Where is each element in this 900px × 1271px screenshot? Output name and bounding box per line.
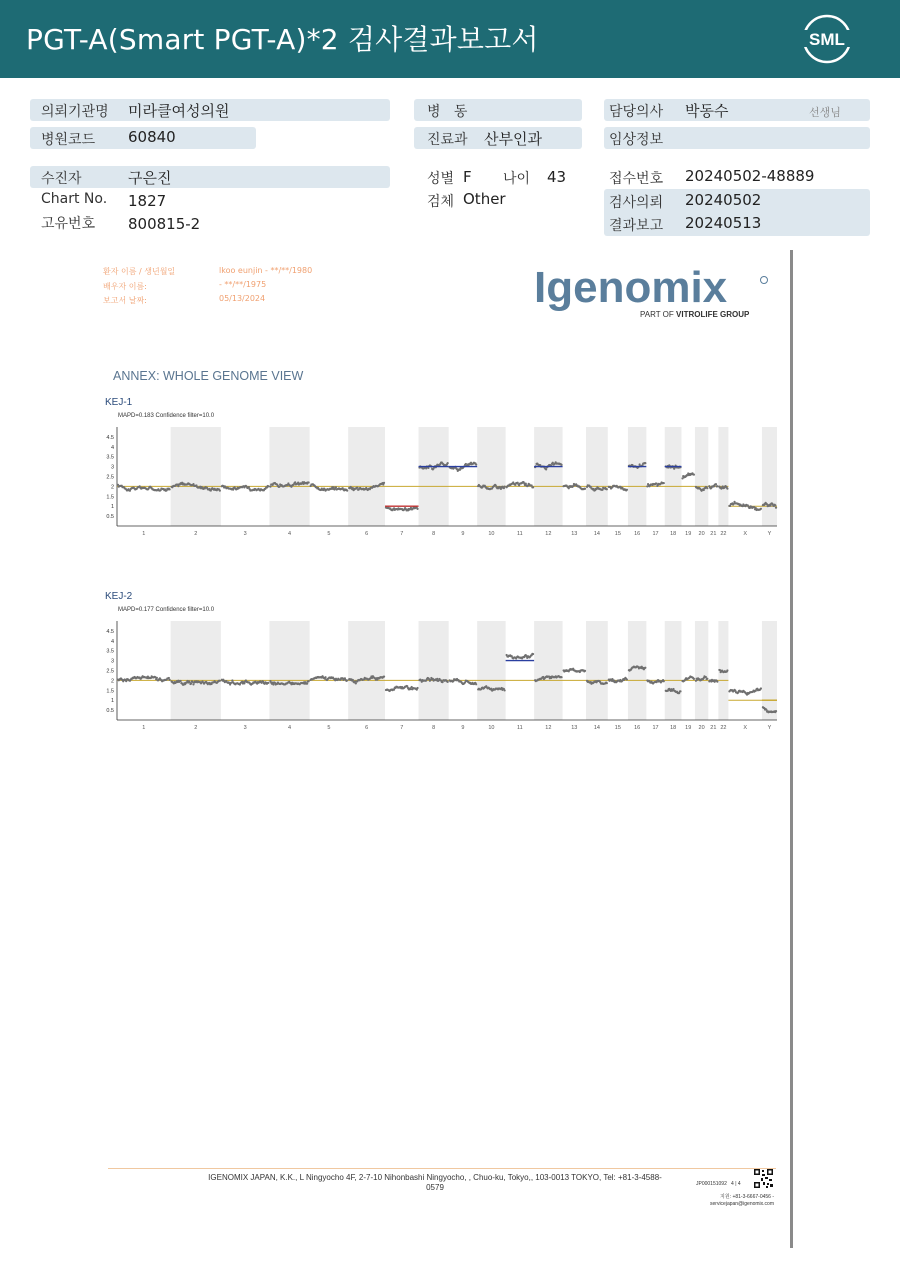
- age-label: 나이: [503, 171, 531, 187]
- chart2-plot: [100, 617, 780, 732]
- x-tick-label: 22: [720, 725, 727, 731]
- report-header: [0, 0, 900, 78]
- y-tick-label: 2.5: [106, 668, 114, 675]
- annex-title: ANNEX: WHOLE GENOME VIEW: [113, 369, 304, 383]
- data-point: [243, 682, 245, 684]
- x-tick-label: 13: [571, 725, 578, 731]
- chromosome-band: [718, 427, 728, 526]
- x-tick-label: 4: [288, 725, 292, 731]
- chromosome-band: [348, 427, 385, 526]
- data-point: [775, 710, 777, 712]
- data-point: [584, 670, 586, 672]
- data-point: [393, 689, 395, 691]
- data-point: [626, 678, 628, 680]
- y-tick-label: 4.5: [106, 434, 114, 441]
- data-point: [679, 690, 681, 692]
- data-point: [560, 676, 562, 678]
- y-tick-label: 2: [110, 484, 114, 491]
- x-tick-label: 21: [710, 725, 717, 731]
- chromosome-band: [534, 621, 562, 720]
- x-tick-label: 6: [365, 725, 369, 731]
- report-date-orange-label: 보고서 날짜:: [103, 296, 147, 305]
- data-point: [504, 485, 506, 487]
- y-tick-label: 0.5: [106, 514, 114, 521]
- x-tick-label: 22: [720, 531, 727, 537]
- x-tick-label: 2: [194, 725, 198, 731]
- x-tick-label: 15: [614, 725, 621, 731]
- patient-value: 구은진: [128, 169, 172, 187]
- x-tick-label: 7: [400, 725, 404, 731]
- data-point: [416, 687, 418, 689]
- data-point: [383, 675, 385, 677]
- x-tick-label: 4: [288, 531, 292, 537]
- data-point: [504, 689, 506, 691]
- data-point: [644, 667, 646, 669]
- y-tick-label: 4: [110, 638, 114, 645]
- x-tick-label: 3: [243, 531, 247, 537]
- page-edge-line: [790, 250, 793, 1248]
- data-point: [324, 676, 326, 678]
- data-point: [447, 462, 449, 464]
- chromosome-band: [477, 427, 505, 526]
- footer-contact-line1: 지원: +81-3-6667-0456 -: [720, 1194, 774, 1200]
- data-point: [716, 485, 718, 487]
- x-tick-label: 19: [685, 531, 692, 537]
- data-point: [156, 677, 158, 679]
- x-tick-label: 9: [461, 531, 465, 537]
- y-tick-label: 3: [110, 658, 114, 665]
- x-tick-label: 12: [545, 725, 552, 731]
- sex-value: F: [463, 168, 472, 186]
- sex-label: 성별: [427, 171, 455, 187]
- x-tick-label: 18: [670, 725, 677, 731]
- data-point: [532, 653, 534, 655]
- y-tick-label: 4.5: [106, 628, 114, 635]
- data-point: [760, 508, 762, 510]
- x-tick-label: 1: [142, 725, 146, 731]
- data-point: [715, 483, 717, 485]
- x-tick-label: 16: [634, 531, 641, 537]
- data-point: [663, 680, 665, 682]
- footer-address: IGENOMIX JAPAN, K.K., L Ningyocho 4F, 2-7-10 Nihonbashi Ningyocho, , Chuo-ku, Tokyo,, 103-0013 TOKYO, Tel: +81-3-4588-0579: [208, 1173, 662, 1192]
- data-point: [169, 488, 171, 490]
- y-tick-label: 1: [110, 698, 114, 705]
- data-point: [306, 683, 308, 685]
- data-point: [693, 474, 695, 476]
- chromosome-band: [665, 427, 682, 526]
- x-tick-label: 15: [614, 531, 621, 537]
- receipt-no-value: 20240502-48889: [685, 167, 815, 185]
- x-tick-label: 10: [488, 531, 495, 537]
- department-value: 산부인과: [484, 130, 542, 148]
- chart-no-value: 1827: [128, 192, 167, 210]
- igenomix-logo: [532, 262, 772, 326]
- x-tick-label: 1: [142, 531, 146, 537]
- ward-label: 병 동: [427, 104, 468, 120]
- x-tick-label: 7: [400, 531, 404, 537]
- data-point: [169, 679, 171, 681]
- data-point: [219, 680, 221, 682]
- y-tick-label: 3.5: [106, 454, 114, 461]
- x-tick-label: 13: [571, 531, 578, 537]
- chromosome-band: [419, 427, 449, 526]
- x-tick-label: 20: [698, 725, 705, 731]
- institution-label: 의뢰기관명: [41, 104, 109, 120]
- data-point: [774, 504, 776, 506]
- footer-page: 4 | 4: [731, 1181, 741, 1187]
- partner-value: - **/**/1975: [219, 280, 267, 289]
- data-point: [644, 462, 646, 464]
- igenomix-tag-prefix: PART OF: [640, 310, 677, 319]
- y-tick-label: 1.5: [106, 494, 114, 501]
- x-tick-label: 6: [365, 531, 369, 537]
- footer-contact-line2: servicejapan@igenomix.com: [710, 1201, 774, 1207]
- chart2-title: KEJ-2: [105, 591, 133, 602]
- y-tick-label: 4: [110, 444, 114, 451]
- footer-code-value: JP000151092: [696, 1181, 727, 1187]
- x-tick-label: 12: [545, 531, 552, 537]
- department-label: 진료과: [427, 132, 468, 148]
- institution-value: 미라클여성의원: [128, 102, 230, 120]
- chromosome-band: [762, 621, 777, 720]
- data-point: [706, 678, 708, 680]
- data-point: [308, 481, 310, 483]
- request-date-label: 검사의뢰: [609, 195, 664, 211]
- data-point: [584, 488, 586, 490]
- x-tick-label: X: [743, 725, 748, 731]
- chromosome-band: [477, 621, 505, 720]
- x-tick-label: 19: [685, 725, 692, 731]
- sml-logo-text: SML: [809, 30, 845, 49]
- report-title: PGT-A(Smart PGT-A)*2 검사결과보고서: [26, 23, 539, 56]
- x-tick-label: 11: [517, 725, 523, 731]
- x-tick-label: 18: [670, 531, 677, 537]
- chart1-subtitle: MAPD=0.183 Confidence filter=10.0: [118, 413, 215, 419]
- footer-contact: [668, 1194, 774, 1208]
- receipt-no-label: 접수번호: [609, 171, 664, 187]
- data-point: [705, 676, 707, 678]
- hospital-code-label: 병원코드: [41, 132, 96, 148]
- chromosome-band: [695, 621, 708, 720]
- request-date-value: 20240502: [685, 191, 762, 209]
- data-point: [219, 490, 221, 492]
- patient-name-value: lkoo eunjin - **/**/1980: [219, 266, 313, 275]
- y-tick-label: 1.5: [106, 688, 114, 695]
- data-point: [626, 489, 628, 491]
- x-tick-label: 14: [593, 725, 600, 731]
- report-date-label: 결과보고: [609, 218, 664, 234]
- footer-code: [696, 1181, 741, 1187]
- data-point: [475, 683, 477, 685]
- chart-no-label: Chart No.: [41, 191, 108, 207]
- data-point: [606, 682, 608, 684]
- chromosome-band: [171, 427, 221, 526]
- data-point: [532, 486, 534, 488]
- data-point: [383, 482, 385, 484]
- x-tick-label: 8: [432, 725, 436, 731]
- data-point: [606, 488, 608, 490]
- clinical-info-label: 임상정보: [609, 132, 664, 148]
- report-date-orange-value: 05/13/2024: [219, 294, 266, 303]
- x-tick-label: 9: [461, 725, 465, 731]
- doctor-label: 담당의사: [609, 104, 664, 120]
- y-tick-label: 0.5: [106, 708, 114, 715]
- specimen-value: Other: [463, 190, 506, 208]
- unique-no-label: 고유번호: [41, 216, 96, 232]
- age-value: 43: [547, 168, 567, 186]
- chromosome-band: [586, 427, 608, 526]
- x-tick-label: X: [743, 531, 748, 537]
- chromosome-band: [695, 427, 708, 526]
- data-point: [346, 490, 348, 492]
- x-tick-label: Y: [767, 725, 772, 731]
- data-point: [663, 482, 665, 484]
- data-point: [760, 687, 762, 689]
- y-tick-label: 3.5: [106, 648, 114, 655]
- x-tick-label: 11: [517, 531, 523, 537]
- chromosome-band: [665, 621, 682, 720]
- doctor-value: 박동수: [685, 102, 729, 120]
- svg-text:PART OF VITROLIFE GROUP: [640, 310, 750, 319]
- chromosome-band: [269, 621, 309, 720]
- data-point: [545, 468, 547, 470]
- data-point: [416, 508, 418, 510]
- x-tick-label: Y: [767, 531, 772, 537]
- data-point: [269, 486, 271, 488]
- chromosome-band: [628, 427, 646, 526]
- data-point: [475, 463, 477, 465]
- partner-label: 배우자 이름:: [103, 282, 147, 291]
- x-tick-label: 21: [710, 531, 717, 537]
- specimen-label: 검체: [427, 194, 455, 210]
- data-point: [726, 487, 728, 489]
- data-point: [346, 679, 348, 681]
- data-point: [231, 679, 233, 681]
- chromosome-band: [269, 427, 309, 526]
- data-point: [335, 486, 337, 488]
- x-tick-label: 16: [634, 725, 641, 731]
- chart1-title: KEJ-1: [105, 397, 133, 408]
- chromosome-band: [348, 621, 385, 720]
- doctor-suffix: 선생님: [809, 106, 841, 119]
- chart2-subtitle: MAPD=0.177 Confidence filter=10.0: [118, 607, 215, 613]
- data-point: [267, 485, 269, 487]
- x-tick-label: 14: [593, 531, 600, 537]
- qr-code-icon: [754, 1169, 773, 1188]
- x-tick-label: 10: [488, 725, 495, 731]
- data-point: [716, 681, 718, 683]
- data-point: [693, 678, 695, 680]
- unique-no-value: 800815-2: [128, 215, 201, 233]
- y-tick-label: 1: [110, 504, 114, 511]
- data-point: [248, 486, 250, 488]
- data-point: [272, 683, 274, 685]
- data-point: [560, 464, 562, 466]
- chromosome-band: [419, 621, 449, 720]
- igenomix-logo-text: Igenomix: [534, 263, 728, 312]
- x-tick-label: 2: [194, 531, 198, 537]
- chromosome-band: [171, 621, 221, 720]
- chromosome-band: [534, 427, 562, 526]
- data-point: [352, 679, 354, 681]
- y-tick-label: 2.5: [106, 474, 114, 481]
- patient-name-label: 환자 이름 / 생년월일: [103, 267, 176, 276]
- x-tick-label: 17: [652, 725, 659, 731]
- data-point: [726, 669, 728, 671]
- y-tick-label: 2: [110, 678, 114, 685]
- x-tick-label: 5: [327, 531, 331, 537]
- hospital-code-value: 60840: [128, 128, 176, 146]
- data-point: [125, 680, 127, 682]
- data-point: [775, 507, 777, 509]
- data-point: [356, 487, 358, 489]
- data-point: [355, 682, 357, 684]
- x-tick-label: 5: [327, 725, 331, 731]
- data-point: [267, 682, 269, 684]
- igenomix-tag-bold: VITROLIFE GROUP: [676, 310, 750, 319]
- x-tick-label: 3: [243, 725, 247, 731]
- sml-logo: [800, 12, 854, 66]
- bar-patient: [30, 166, 390, 188]
- report-date-value: 20240513: [685, 214, 762, 232]
- data-point: [706, 487, 708, 489]
- patient-label: 수진자: [41, 171, 82, 187]
- data-point: [308, 680, 310, 682]
- data-point: [180, 680, 182, 682]
- footer-divider: [108, 1168, 776, 1169]
- y-tick-label: 3: [110, 464, 114, 471]
- x-tick-label: 17: [652, 531, 659, 537]
- x-tick-label: 20: [698, 531, 705, 537]
- chromosome-band: [586, 621, 608, 720]
- chart1-plot: [100, 423, 780, 538]
- data-point: [447, 681, 449, 683]
- chromosome-band: [762, 427, 777, 526]
- x-tick-label: 8: [432, 531, 436, 537]
